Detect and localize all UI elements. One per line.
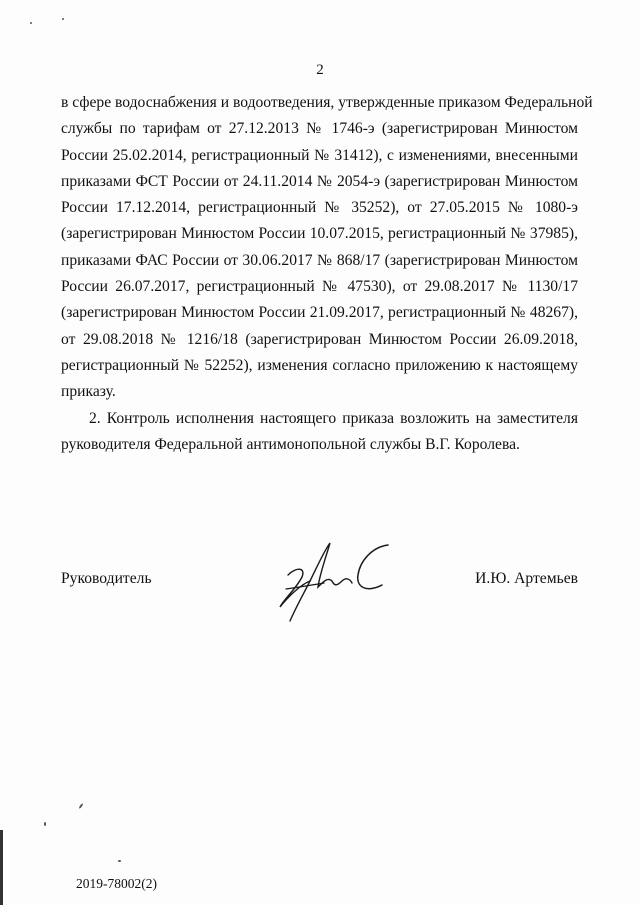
text-line: России 17.12.2014, регистрационный № 35252), от 27.05.2015 № 1080-э — [61, 199, 578, 217]
document-body — [61, 90, 593, 458]
scan-speck — [62, 18, 64, 20]
text-line: России 25.02.2014, регистрационный № 31412), с изменениями, внесенными — [61, 146, 578, 164]
page-number: 2 — [316, 62, 324, 78]
handwritten-signature — [266, 537, 406, 627]
signatory-name: И.Ю. Артемьев — [475, 570, 578, 587]
text-line: 2. Контроль исполнения настоящего приказа возложить на заместителя — [89, 409, 578, 427]
text-line: службы по тарифам от 27.12.2013 № 1746-э (зарегистрирован Минюстом — [61, 120, 578, 138]
text-line: приказами ФАС России от 30.06.2017 № 868/17 (зарегистрирован Минюстом — [61, 251, 578, 269]
text-line: России 26.07.2017, регистрационный № 47530), от 29.08.2017 № 1130/17 — [61, 278, 578, 296]
scan-speck — [118, 860, 121, 862]
text-line: руководителя Федеральной антимонопольной службы В.Г. Королева. — [61, 435, 520, 453]
scan-speck — [78, 803, 83, 809]
paragraph-2 — [61, 406, 578, 459]
text-line: от 29.08.2018 № 1216/18 (зарегистрирован Минюстом России 26.09.2018, — [61, 330, 578, 348]
text-line: приказу. — [61, 383, 116, 401]
text-line: в сфере водоснабжения и водоотведения, утвержденные приказом Федеральной — [61, 94, 593, 111]
paragraph-1 — [61, 90, 593, 406]
signatory-role: Руководитель — [61, 570, 152, 587]
text-line: регистрационный № 52252), изменения согласно приложению к настоящему — [61, 356, 578, 374]
text-line: (зарегистрирован Минюстом России 10.07.2015, регистрационный № 37985), — [61, 225, 578, 243]
scan-speck — [30, 22, 32, 24]
signature-block — [61, 565, 578, 605]
scan-speck — [44, 822, 46, 826]
text-line: (зарегистрирован Минюстом России 21.09.2017, регистрационный № 48267), — [61, 304, 578, 322]
document-code: 2019-78002(2) — [76, 876, 157, 891]
text-line: приказами ФСТ России от 24.11.2014 № 2054-э (зарегистрирован Минюстом — [61, 172, 578, 190]
scan-edge-line — [0, 830, 3, 905]
